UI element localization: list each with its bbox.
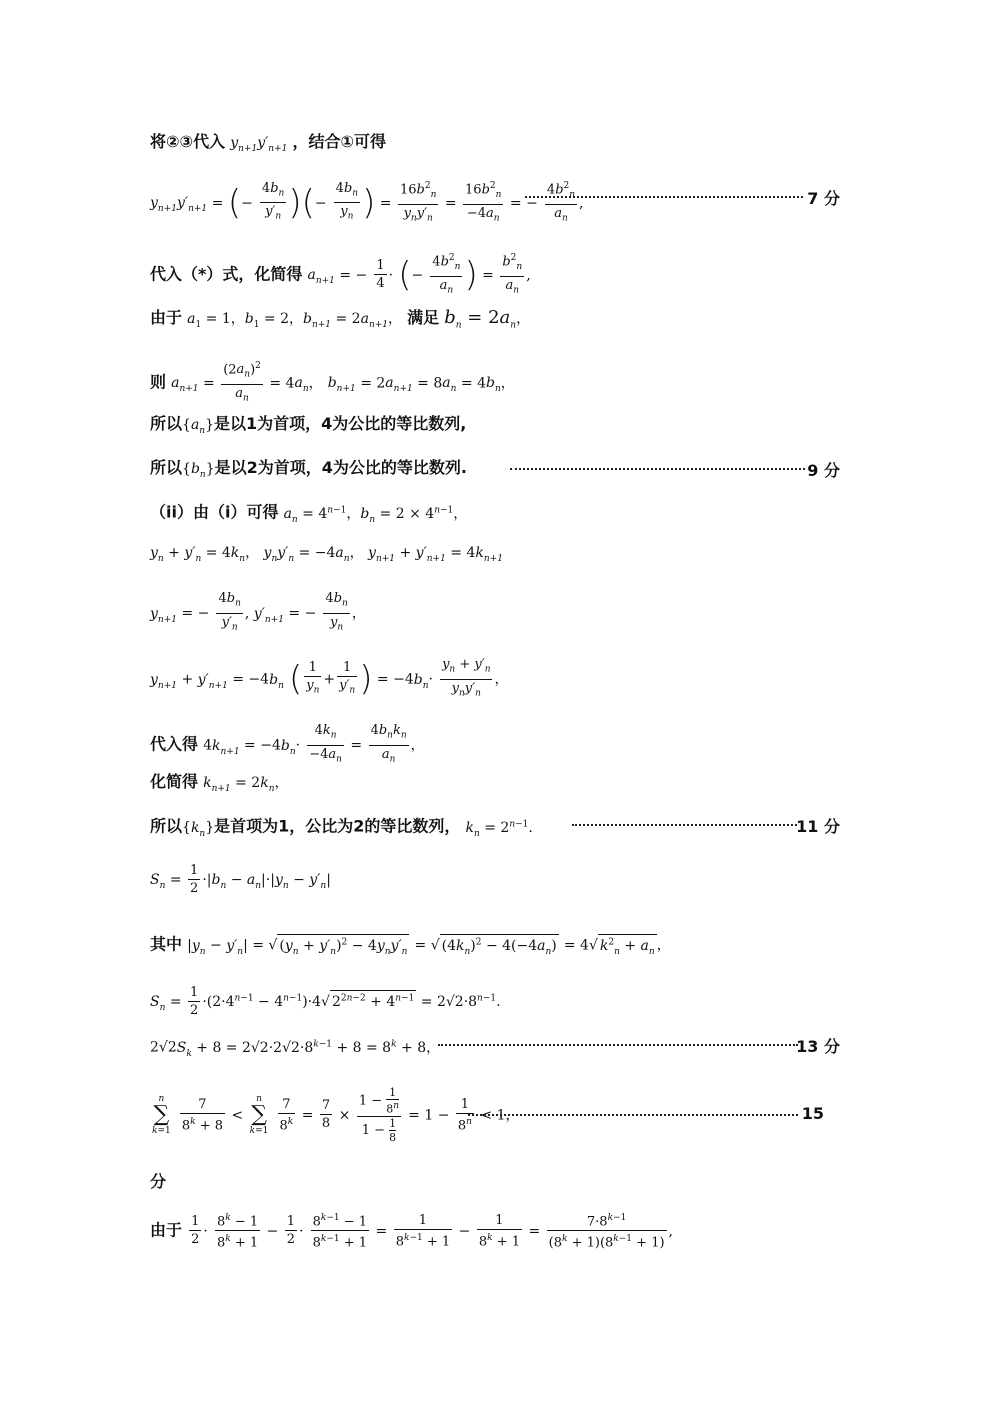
text-simplify: 代入（*）式，化简得 xyxy=(150,264,303,284)
dotted-leader xyxy=(438,1044,798,1046)
score-7: 7 分 xyxy=(807,189,840,208)
line-4: 由于 $a_1 = 1$，$b_1 = 2$，$b_{n+1} = 2a_{n+1}$， 满足 $b_n = 2a_n$， xyxy=(150,307,531,331)
score-13: 13 分 xyxy=(796,1037,840,1056)
text-satisfy: 满足 xyxy=(407,308,440,327)
line-19: n ∑ k=1 $\frac{7}{8^k + 8}$ < n ∑ k=1 $\frac{7}{8^k}$ = $\frac{7}{8}$ × 1 − $\frac{1}{8^n}$ 1 − $\frac{1}{8}$ = 1 − $\frac{1}{8^n}$ < 1， xyxy=(152,1086,520,1144)
text-then: 则 xyxy=(150,372,167,392)
line-3: 代入（*）式，化简得 $a_{n+1}$ = − $\frac{1}{4}$ · (− $\frac{4b^2_n}{a_n}$ ) = $\frac{b^2_n}{a_n}$ , xyxy=(150,250,531,300)
score-15: 15 xyxy=(801,1104,824,1123)
dotted-leader xyxy=(510,468,805,470)
text-substitute-get: 代入得 xyxy=(150,734,199,754)
line-2: $y_{n+1}y'_{n+1}$ = (− $\frac{4b_n}{y'_n}$ )(− $\frac{4b_n}{y_n}$ ) = $\frac{16b^2_n}{y_ny'_n}$ = $\frac{16b^2_n}{-4a_n}$ = − $\frac{4b^2_n}{a_n}$ , xyxy=(150,178,584,228)
text-so: 所以 xyxy=(150,414,183,433)
line-6: 所以$\{a_n\}$是以1为首项，4为公比的等比数列, xyxy=(150,414,467,436)
line-1: 将②③代入 $y_{n+1}y'_{n+1}$ ，结合①可得 xyxy=(150,132,387,154)
text-seq-b: 是以2为首项，4为公比的等比数列. xyxy=(214,458,467,477)
line-10: $y_{n+1}$ = − $\frac{4b_n}{y'_n}$ , $y'_{n+1}$ = − $\frac{4b_n}{y_n}$ ， xyxy=(150,591,366,633)
dotted-leader xyxy=(572,824,797,826)
dotted-leader xyxy=(468,1114,798,1116)
text-combine: ，结合①可得 xyxy=(292,132,387,151)
text-given: 由于 xyxy=(150,308,183,327)
line-14: 所以$\{k_n\}$是首项为1，公比为2的等比数列， $k_n = 2^{n-1}$. xyxy=(150,816,533,839)
line-15: $S_n$ = $\frac{1}{2}$ $\cdot|b_n - a_n|\cdot|y_n - y'_n|$ xyxy=(150,863,331,896)
text-seq-k: 是首项为1，公比为2的等比数列， xyxy=(214,816,461,836)
text-since: 由于 xyxy=(150,1220,183,1240)
text-substitute: 将②③代入 xyxy=(150,132,226,151)
text-where: 其中 xyxy=(150,934,183,954)
line-20: 由于 $\frac{1}{2}$ · $\frac{8^k - 1}{8^k + 1}$ − $\frac{1}{2}$ · $\frac{8^{k-1} - 1}{8^{k-1} + 1}$ = $\frac{1}{8^{k-1} + 1}$ − $\frac{1}{8^k + 1}$ = $\frac{7\cdot 8^{k-1}}{(8^k + 1)(8^{k-1} + 1)}$ , xyxy=(150,1210,673,1252)
text-fen: 分 xyxy=(150,1172,167,1191)
text-so: 所以 xyxy=(150,816,183,836)
text-part-ii: （ii）由（i）可得 xyxy=(150,502,279,522)
line-17: $S_n$ = $\frac{1}{2}$ $\cdot(2\cdot 4^{n-1} - 4^{n-1})\cdot 4√$ $2^{2n-2} + 4^{n-1} = 2√2\cdot 8^{n-1}$. xyxy=(150,985,501,1018)
line-18: $2√2S_k + 8 = 2√2\cdot 2√2\cdot 8^{k-1} + 8 = 8^k + 8$， xyxy=(150,1039,441,1059)
text-simplify-get: 化简得 xyxy=(150,772,199,791)
line-9: $y_n + y'_n = 4k_n$， $y_ny'_n = -4a_n$， $y_{n+1} + y'_{n+1} = 4k_{n+1}$ xyxy=(150,545,503,564)
line-12: 代入得 $4k_{n+1} = -4b_n\cdot$ $\frac{4k_n}{-4a_n}$ = $\frac{4b_nk_n}{a_n}$ ， xyxy=(150,723,425,765)
text-seq-a: 是以1为首项，4为公比的等比数列, xyxy=(214,414,467,433)
text-so: 所以 xyxy=(150,458,183,477)
score-11: 11 分 xyxy=(796,817,840,836)
line-8: （ii）由（i）可得 $a_n = 4^{n-1}$，$b_n = 2 \times 4^{n-1}$， xyxy=(150,502,468,525)
line-13: 化简得 $k_{n+1} = 2k_n$， xyxy=(150,772,289,794)
dotted-leader xyxy=(525,196,803,198)
line-11: $y_{n+1} + y'_{n+1} = -4b_n$ ( $\frac{1}{y_n}$ + $\frac{1}{y'_n}$ ) = $-4b_n\cdot$ $\frac{y_n + y'_n}{y_ny'_n}$ ， xyxy=(150,657,509,700)
line-7: 所以$\{b_n\}$是以2为首项，4为公比的等比数列. xyxy=(150,458,467,480)
score-9: 9 分 xyxy=(807,461,840,480)
line-5: 则 $a_{n+1}$ = $\frac{(2a_n)^2}{a_n}$ = $4a_n$， $b_{n+1} = 2a_{n+1} = 8a_n = 4b_n$， xyxy=(150,358,515,408)
line-16: 其中 $|y_n - y'_n|$ = √ $(y_n + y'_n)^2 - 4y_ny'_n$ = √ $(4k_n)^2 - 4(-4a_n) = 4√$ $k^2_n + a_n$ ， xyxy=(150,934,671,957)
